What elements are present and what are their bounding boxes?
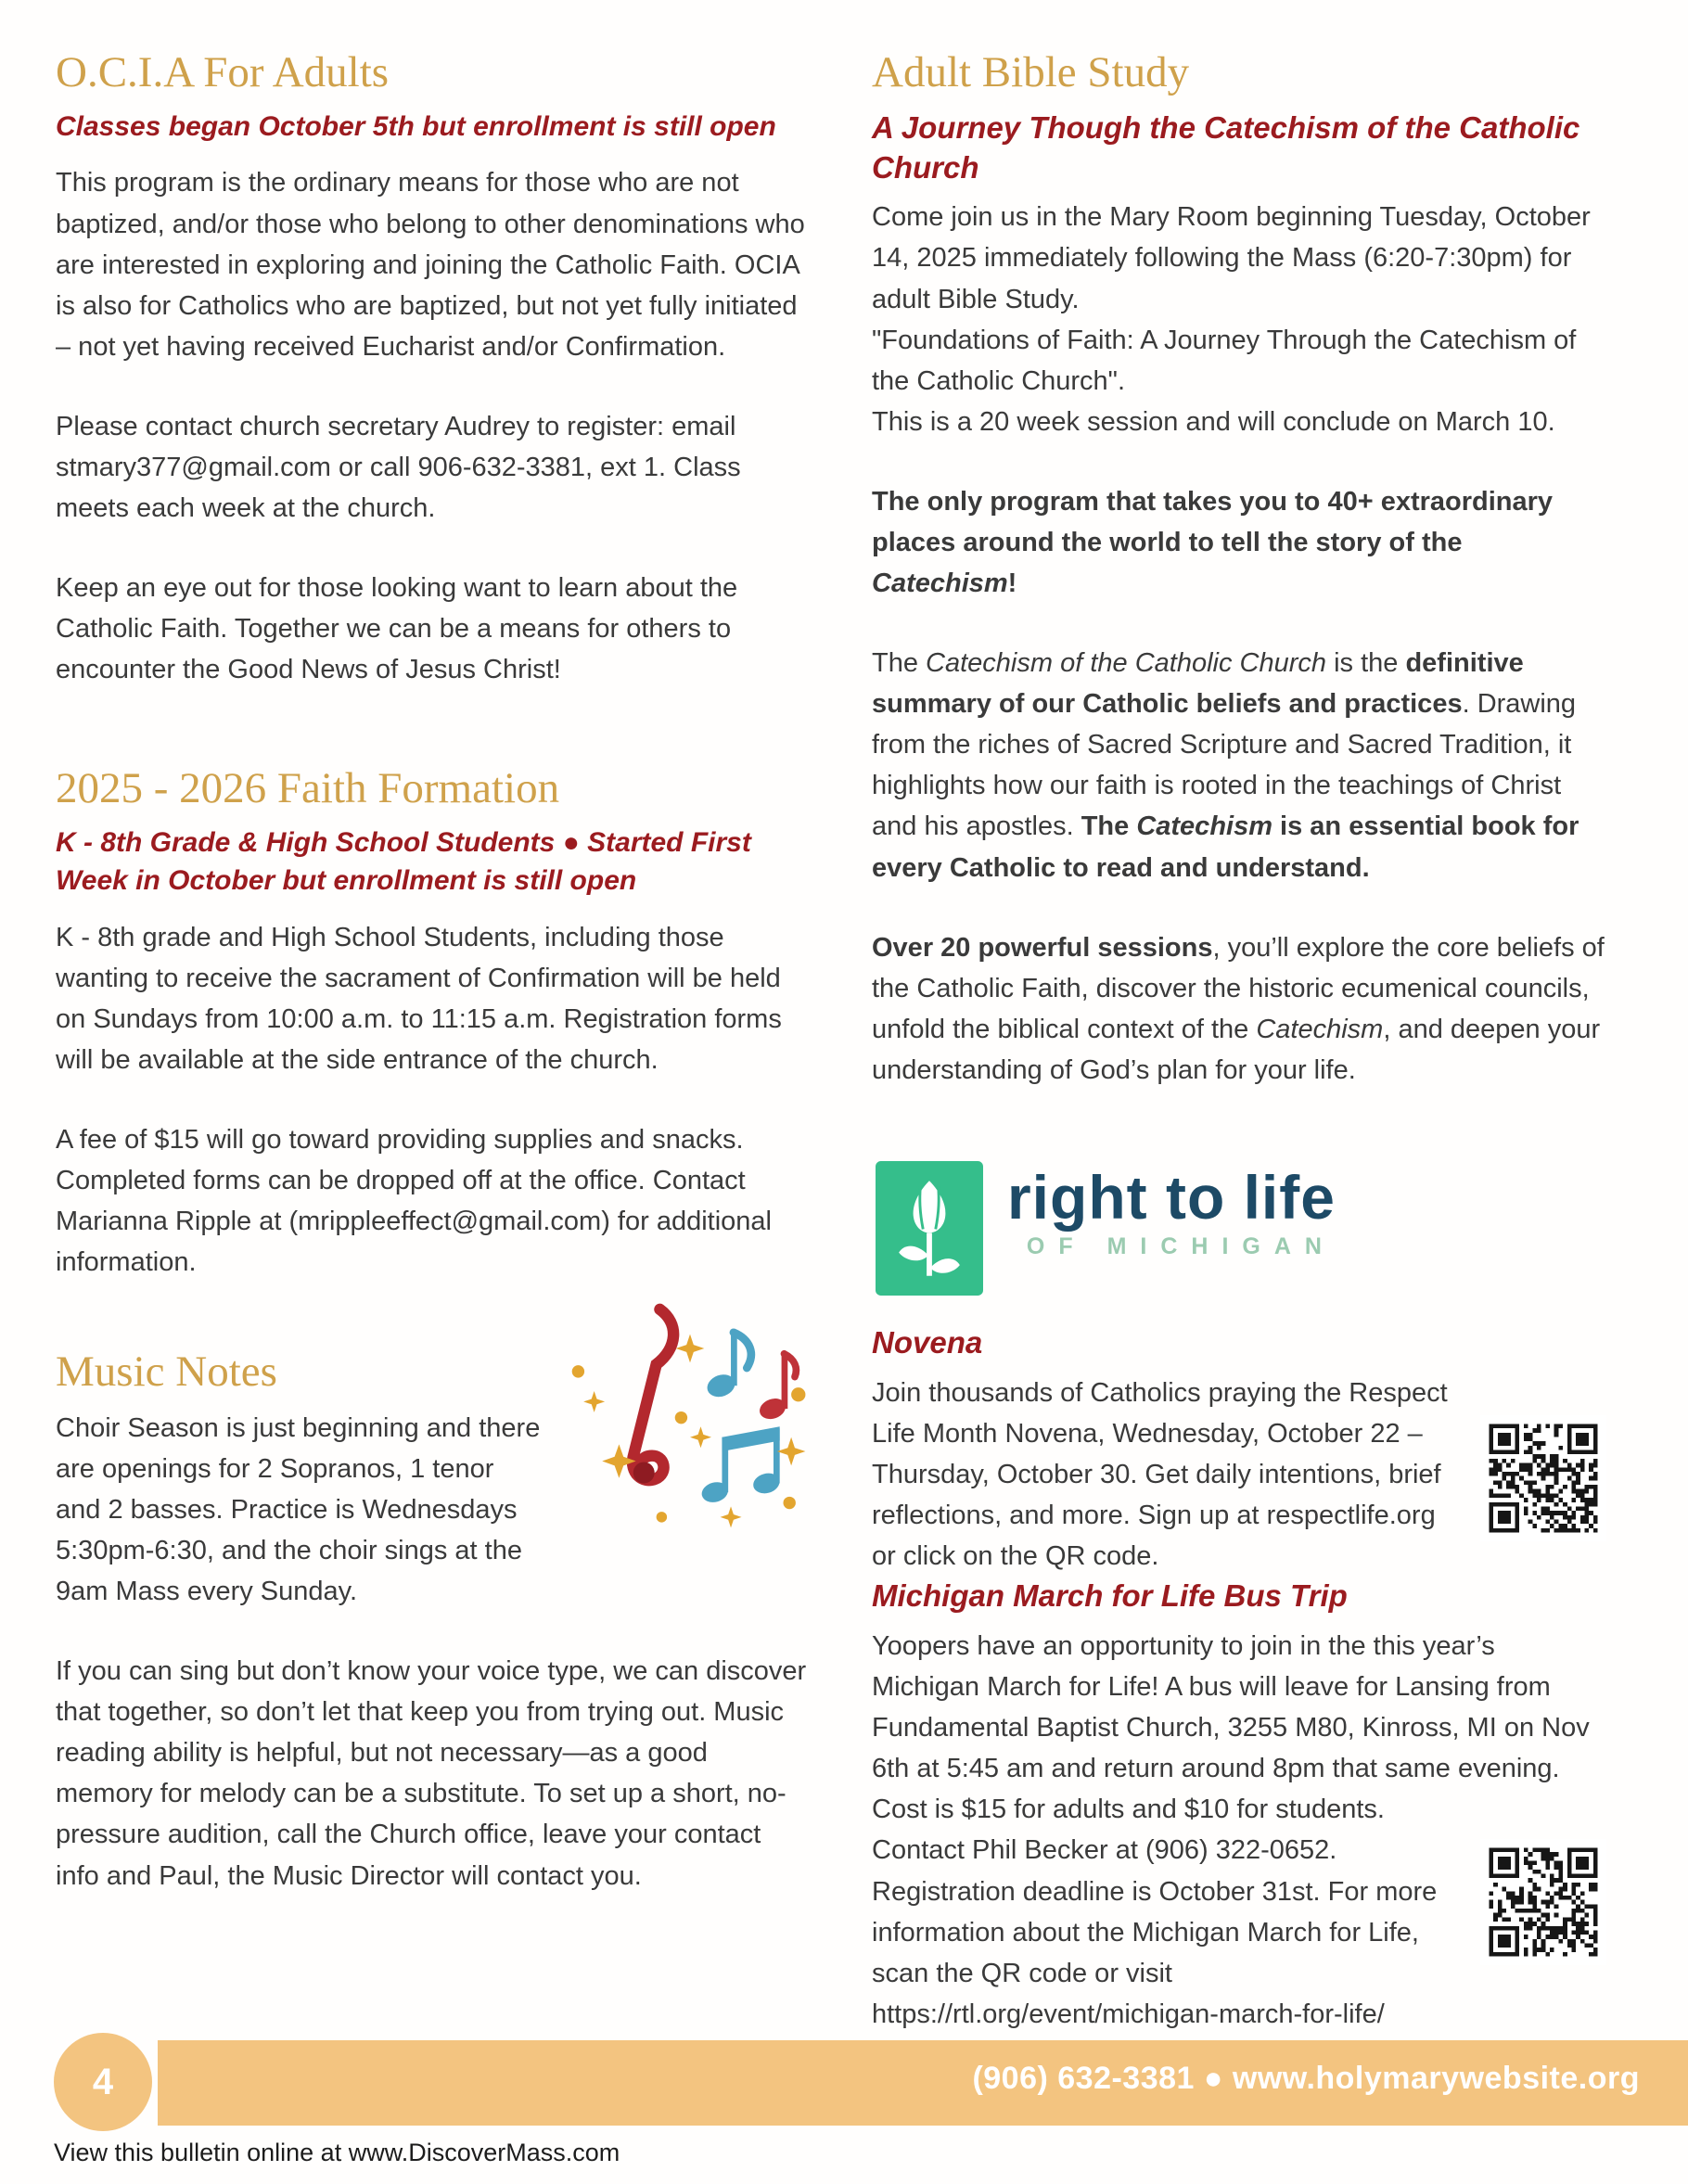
bible-study-intro-line-2: "Foundations of Faith: A Journey Through the Catechism of the Catholic Church". bbox=[872, 325, 1577, 396]
music-notes-paragraph-2: If you can sing but don’t know your voice type, we can discover that together, so don’t let that keep you from trying out. Music reading ability is helpful, but not necessary—as a good memory for melody can be a substitute. To set up a short, no-pressure audition, call the Church office, leave your contact info and Paul, the Music Director will contact you. bbox=[56, 1656, 807, 1891]
bible-study-intro bbox=[872, 197, 1606, 441]
bible-study-intro-line-1: Come join us in the Mary Room beginning Tuesday, October 14, 2025 immediately following the Mass (6:20-7:30pm) for adult Bible Study. bbox=[872, 202, 1591, 314]
page-number-badge bbox=[54, 2033, 152, 2131]
bible-study-promo: The only program that takes you to 40+ extraordinary places around the world to tell the story of the Catechism! bbox=[872, 486, 1554, 599]
novena-paragraph-wrap bbox=[872, 1373, 1606, 1577]
ocia-heading: O.C.I.A For Adults bbox=[56, 48, 390, 96]
section-ocia bbox=[56, 48, 809, 690]
section-music-notes bbox=[56, 1347, 809, 1896]
footer-contact: (906) 632-3381 ● www.holymarywebsite.org bbox=[972, 2061, 1640, 2096]
beamed-notes-icon bbox=[699, 1426, 782, 1505]
bible-study-heading: Adult Bible Study bbox=[872, 48, 1190, 96]
bible-study-sessions-paragraph: Over 20 powerful sessions, you’ll explore the core beliefs of the Catholic Faith, discover the historic ecumenical councils, unfold the biblical context of the Catechism, and deepen your understanding of God’s plan for your life. bbox=[872, 932, 1605, 1085]
right-column bbox=[872, 48, 1606, 2035]
right-to-life-logo bbox=[876, 1161, 1606, 1296]
march-paragraph-part-2: Contact Phil Becker at (906) 322-0652. Registration deadline is October 31st. For more information about the Michigan March for Life, scan the QR code or visit https://rtl.org/event/michigan-march-for-life/ bbox=[872, 1835, 1438, 2029]
music-notes-clipart-svg bbox=[555, 1286, 825, 1535]
music-notes-heading: Music Notes bbox=[56, 1347, 277, 1397]
bible-study-intro-line-3: This is a 20 week session and will conclude on March 10. bbox=[872, 406, 1555, 437]
faith-formation-subheading: K - 8th Grade & High School Students ● Started First Week in October but enrollment is still open bbox=[56, 826, 751, 896]
right-to-life-of-michigan: OF MICHIGAN bbox=[1026, 1232, 1336, 1259]
faith-formation-paragraph-2: A fee of $15 will go toward providing supplies and snacks. Completed forms can be dropped off at the office. Contact Marianna Ripple at (mrippleeffect@gmail.com) for additional information. bbox=[56, 1124, 772, 1278]
march-heading: Michigan March for Life Bus Trip bbox=[872, 1578, 1348, 1614]
treble-clef-icon bbox=[633, 1309, 673, 1480]
music-notes-paragraph-1: Choir Season is just beginning and there are openings for 2 Sopranos, 1 tenor and 2 basses. Practice is Wednesdays 5:30pm-6:30, and the choir sings at the 9am Mass every Sunday. bbox=[56, 1412, 541, 1607]
march-paragraph-part-1: Yoopers have an opportunity to join in the this year’s Michigan March for Life! A bus will leave for Lansing from Fundamental Baptist Church, 3255 M80, Kinross, MI on Nov 6th at 5:45 am and return around 8pm that same evening. Cost is $15 for adults and $10 for students. bbox=[872, 1631, 1590, 1825]
ocia-paragraph-2: Please contact church secretary Audrey to register: email stmary377@gmail.com or call 906-632-3381, ext 1. Class meets each week at the church. bbox=[56, 411, 741, 523]
music-notes-illustration bbox=[555, 1286, 825, 1535]
ocia-paragraph-1: This program is the ordinary means for those who are not baptized, and/or those who belong to other denominations who are interested in exploring and joining the Catholic Faith. OCIA is also for Catholics who are baptized, but not yet fully initiated – not yet having received Eucharist and/or Confirmation. bbox=[56, 168, 805, 362]
novena-paragraph: Join thousands of Catholics praying the Respect Life Month Novena, Wednesday, October 22 – Thursday, October 30. Get daily intentions, brief reflections, and more. Sign up at respectlife.org or click on the QR code. bbox=[872, 1377, 1448, 1572]
section-novena bbox=[872, 1323, 1606, 1577]
page-number: 4 bbox=[92, 2061, 114, 2102]
novena-heading: Novena bbox=[872, 1324, 983, 1360]
novena-qr-code bbox=[1480, 1415, 1606, 1541]
ocia-paragraph-3: Keep an eye out for those looking want to learn about the Catholic Faith. Together we can be a means for others to encounter the Good News of Jesus Christ! bbox=[56, 573, 738, 685]
march-qr-code bbox=[1480, 1839, 1606, 1965]
right-to-life-wordmark: right to life bbox=[1007, 1162, 1336, 1232]
march-paragraph-part-2-wrap bbox=[872, 1830, 1606, 2034]
red-eighth-note-icon bbox=[757, 1354, 796, 1423]
section-faith-formation bbox=[56, 764, 809, 1283]
right-to-life-tulip-icon bbox=[876, 1161, 983, 1296]
section-march-for-life bbox=[872, 1577, 1606, 2035]
blue-eighth-note-icon bbox=[704, 1333, 751, 1400]
bible-study-catechism-paragraph: The Catechism of the Catholic Church is the definitive summary of our Catholic beliefs and practices. Drawing from the riches of Sacred Scripture and Sacred Tradition, it highlights how our faith is rooted in the teachings of Christ and his apostles. The Catechism is an essential book for every Catholic to read and understand. bbox=[872, 648, 1579, 883]
bible-study-subheading: A Journey Though the Catechism of the Catholic Church bbox=[872, 109, 1580, 185]
section-adult-bible-study bbox=[872, 48, 1606, 1091]
view-online-note: View this bulletin online at www.DiscoverMass.com bbox=[54, 2139, 620, 2166]
ocia-subheading: Classes began October 5th but enrollment is still open bbox=[56, 110, 776, 142]
left-column bbox=[56, 48, 809, 1897]
faith-formation-heading: 2025 - 2026 Faith Formation bbox=[56, 764, 560, 813]
faith-formation-paragraph-1: K - 8th grade and High School Students, including those wanting to receive the sacrament of Confirmation will be held on Sundays from 10:00 a.m. to 11:15 a.m. Registration forms will be available at the side entrance of the church. bbox=[56, 922, 782, 1075]
